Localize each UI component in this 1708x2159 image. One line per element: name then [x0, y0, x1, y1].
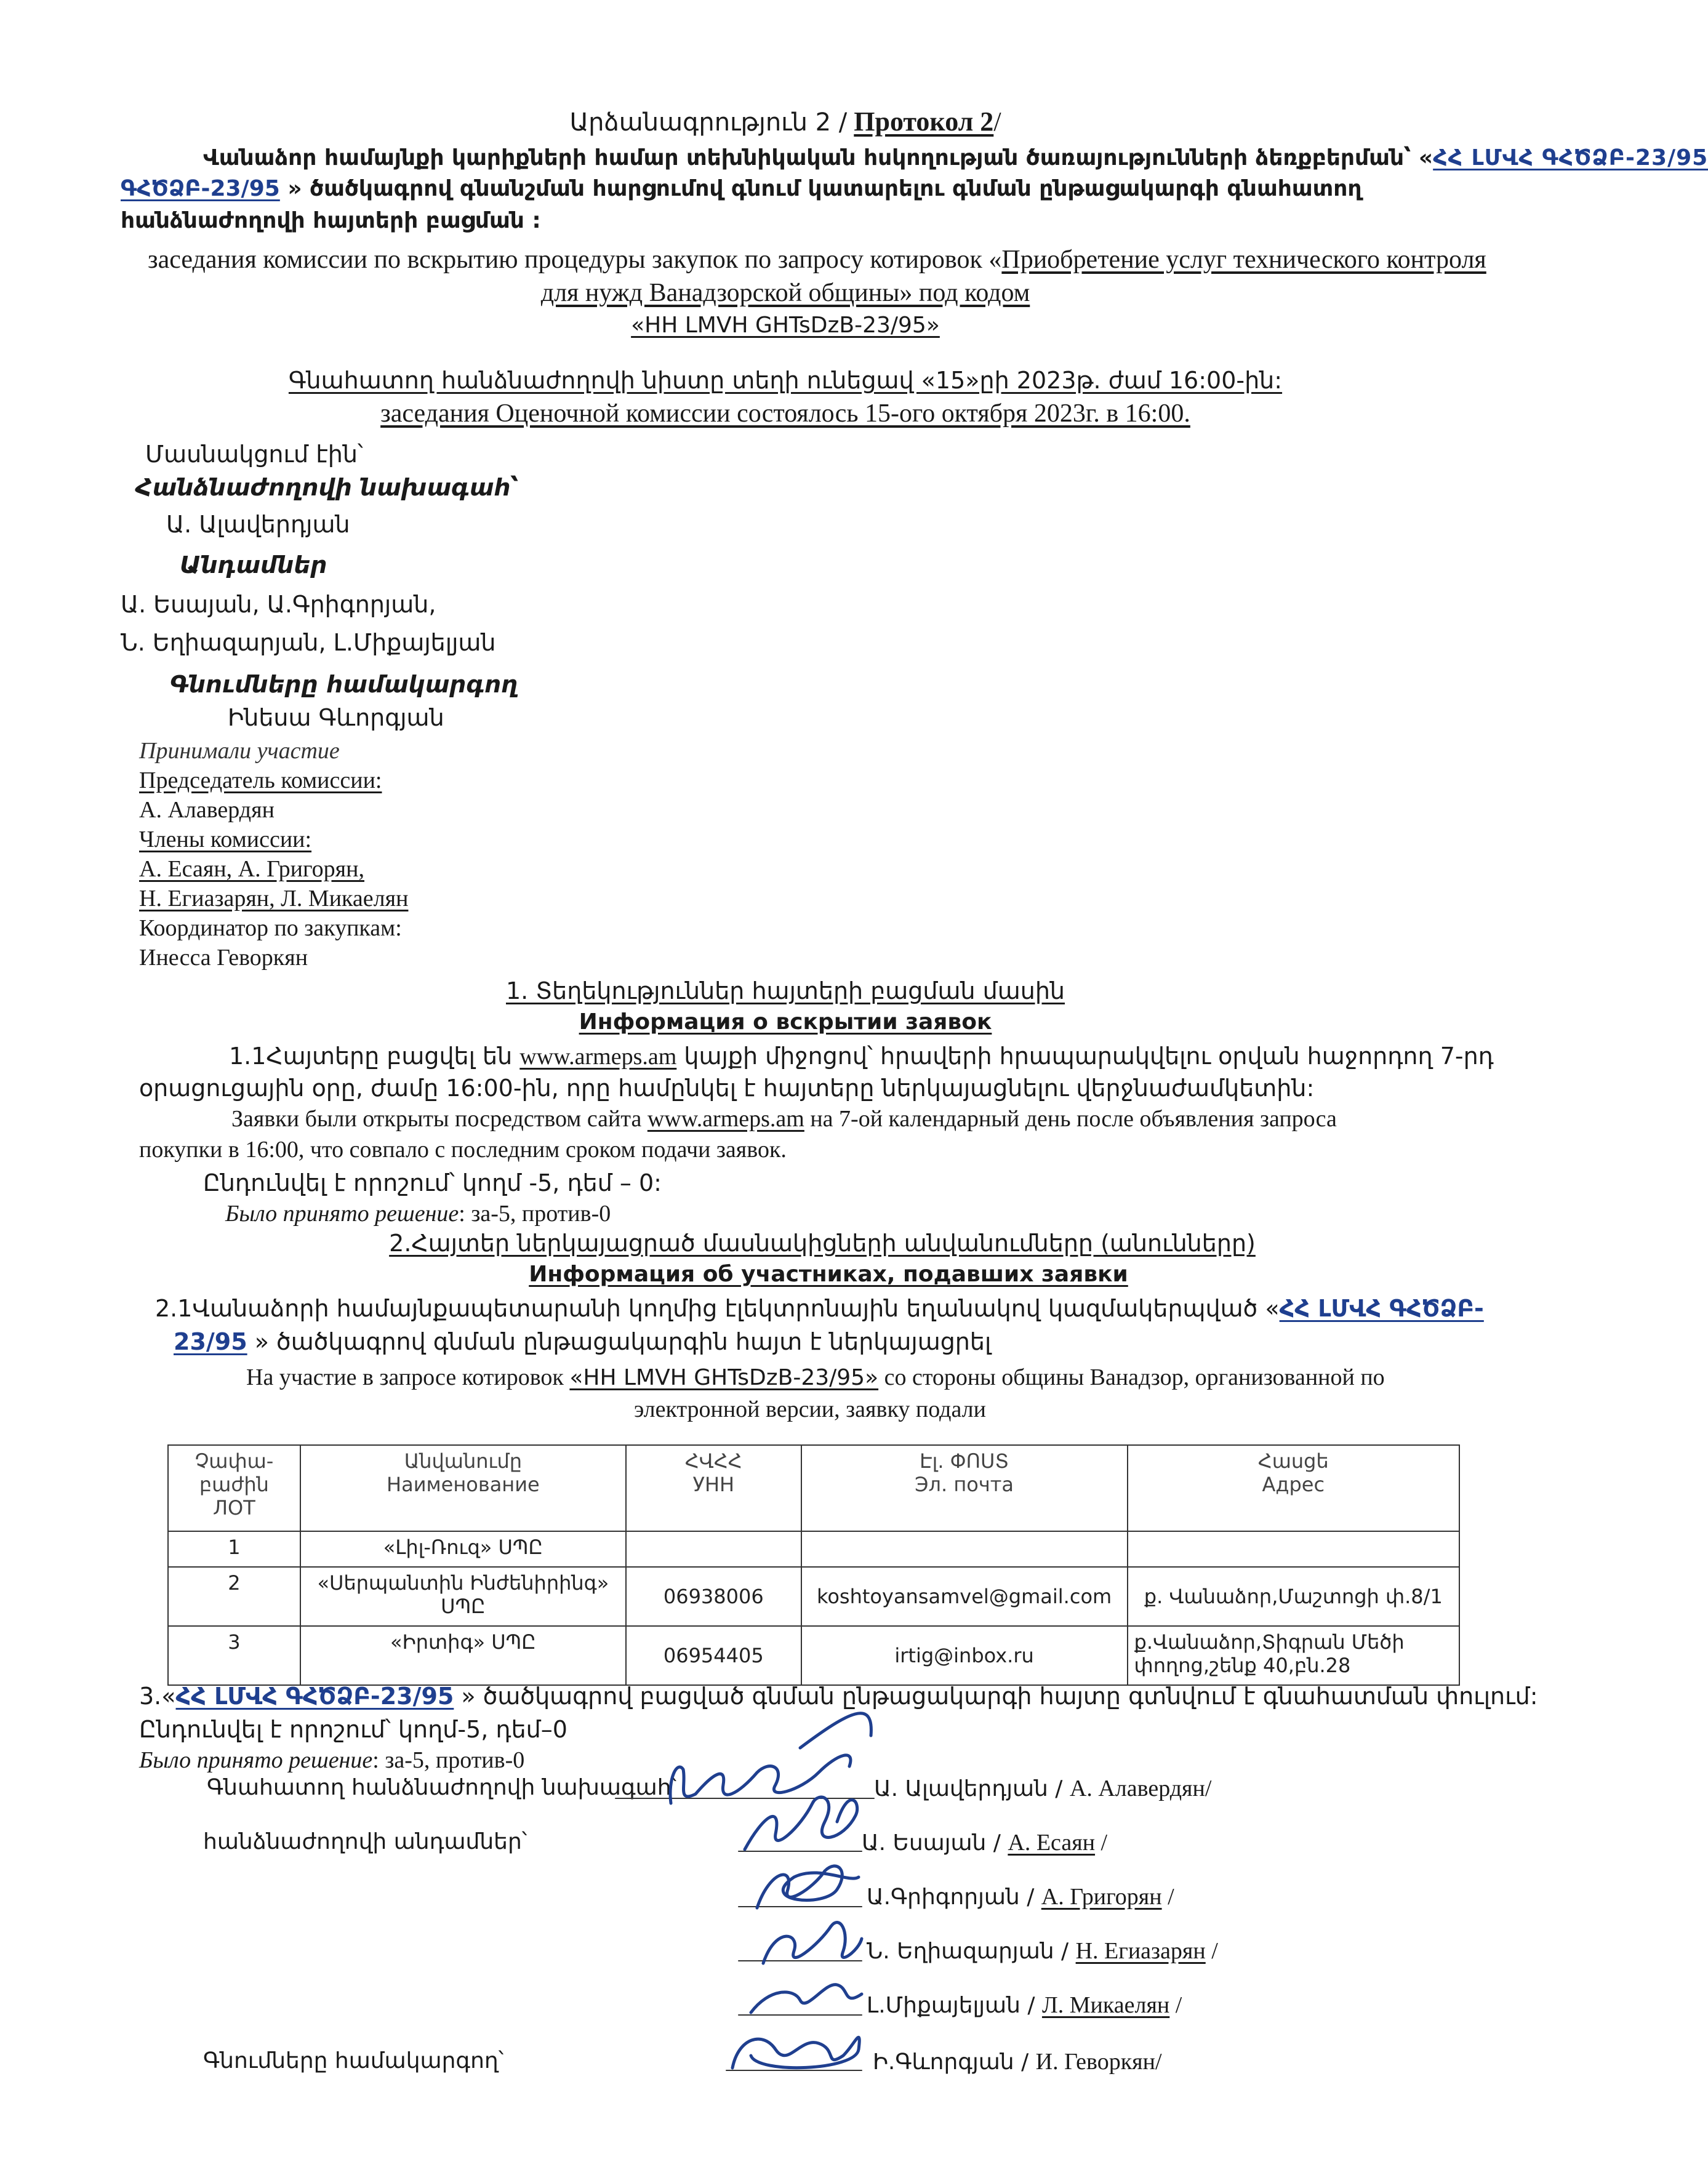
intro-ru-line-1: заседания комиссии по вскрытию процедуры закупок по запросу котировок «Приобретение услуг технического контроля	[148, 246, 1486, 274]
intro-ru-line-2: для нужд Ванадзорской общины» под кодом	[540, 279, 1030, 307]
header-email: Էլ. ՓՈՍՏ Эл. почта	[801, 1445, 1128, 1531]
members-ru-1: А. Есаян, А. Григорян,	[139, 856, 364, 882]
members-am-1: Ա. Եսայան, Ա.Գրիգորյան,	[121, 591, 436, 618]
chair-name-ru: А. Алавердян	[139, 797, 275, 823]
signature-chair	[670, 1713, 871, 1803]
header-address: Հասցե Адрес	[1128, 1445, 1459, 1531]
title-ru: Протокол 2	[854, 106, 994, 137]
participants-heading-am: Մասնակցում էին՝	[145, 441, 363, 468]
coord-label-ru: Координатор по закупкам:	[139, 915, 402, 941]
section2-p-ru-2: электронной версии, заявку подали	[634, 1396, 986, 1422]
section1-title-am: 1. Տեղեկություններ հայտերի բացման մասին	[506, 977, 1065, 1004]
cell-lot: 2	[168, 1567, 300, 1626]
session-ru: заседания Оценочной комиссии состоялось 15-ого октября 2023г. в 16:00.	[380, 399, 1190, 428]
sig-member-4: Լ.Միքայելյան / Л. Микаелян /	[867, 1992, 1182, 2018]
intro-am-line-3: հանձնաժողովի հայտերի բացման :	[121, 208, 541, 233]
participants-heading-ru: Принимали участие	[139, 738, 340, 764]
members-label-am: Անդամներ	[180, 551, 327, 579]
section1-vote-am: Ընդունվել է որոշում՝ կողմ -5, դեմ – 0:	[203, 1169, 662, 1196]
sig-chair-label: Գնահատող հանձնաժողովի նախագահ՝	[207, 1775, 677, 1800]
chair-label-am: Հանձնաժողովի նախագահ՝	[135, 474, 519, 501]
intro-ru-code: «HH LMVH GHTsDzB-23/95»	[631, 313, 940, 338]
intro-am-line-2: ԳՀԾՁԲ-23/95 » ծածկագրով գնանշման հարցումով գնում կատարելու գնման ընթացակարգի գնահատող	[121, 176, 1362, 201]
signature-member-1	[745, 1797, 857, 1849]
header-lot: Չափա- բաժին ЛОТ	[168, 1445, 300, 1531]
session-am: Գնահատող հանձնաժողովի նիստը տեղի ունեցավ «15»ըի 2023թ. ժամ 16:00-ին:	[288, 367, 1283, 394]
title-slash: /	[993, 106, 1001, 137]
cell-tin: 06954405	[626, 1626, 801, 1685]
signature-member-3	[763, 1923, 862, 1963]
coord-label-am: Գնումները համակարգող	[170, 671, 518, 698]
cell-tin: 06938006	[626, 1567, 801, 1626]
chair-label-ru: Председатель комиссии:	[139, 767, 382, 793]
intro-am-line-1: Վանաձոր համայնքի կարիքների համար տեխնիկական հսկողության ծառայությունների ձեռքբերման՝ «ՀՀ ԼՄՎՀ ԳՀԾՁԲ-23/95	[203, 145, 1708, 170]
procedure-code-am-cont: ԳՀԾՁԲ-23/95	[121, 176, 280, 201]
site-link[interactable]: www.armeps.am	[519, 1044, 677, 1070]
section1-p-am-1: 1.1Հայտերը բացվել են www.armeps.am կայքի միջոցով՝ հրավերի հրապարակվելու օրվան հաջորդող 7-րդ	[229, 1043, 1494, 1070]
section3-vote-am: Ընդունվել է որոշում՝ կողմ-5, դեմ–0	[139, 1716, 567, 1743]
header-name: Անվանումը Наименование	[300, 1445, 626, 1531]
signature-member-2	[757, 1866, 859, 1908]
signature-member-4	[751, 1985, 862, 2013]
cell-name: «Իրտիգ» ՍՊԸ	[300, 1626, 626, 1685]
members-ru-2: Н. Егиазарян, Л. Микаелян	[139, 886, 409, 911]
coord-name-am: Ինեսա Գևորգյան	[228, 704, 444, 731]
coord-name-ru: Инесса Геворкян	[139, 945, 308, 971]
section2-p-am-1: 2.1Վանաձորի համայնքապետարանի կողմից էլեկտրոնային եղանակով կազմակերպված «ՀՀ ԼՄՎՀ ԳՀԾՁԲ-	[155, 1295, 1484, 1322]
cell-email[interactable]: koshtoyansamvel@gmail.com	[801, 1567, 1128, 1626]
section1-vote-ru: Было принято решение: за-5, против-0	[225, 1201, 611, 1227]
site-link-ru[interactable]: www.armeps.am	[647, 1106, 804, 1132]
sig-chair-name: Ա. Ալավերդյան / А. Алавердян/	[874, 1776, 1212, 1801]
section2-title-ru: Информация об участниках, подавших заявки	[529, 1262, 1128, 1287]
section1-title-ru: Информация о вскрытии заявок	[579, 1009, 992, 1035]
chair-name-am: Ա. Ալավերդյան	[166, 511, 350, 538]
cell-name: «Սերպանտին Ինժենիրինգ» ՍՊԸ	[300, 1567, 626, 1626]
title-am: Արձանագրություն 2 /	[569, 108, 848, 137]
section3-vote-ru: Было принято решение: за-5, против-0	[139, 1747, 525, 1773]
cell-lot: 1	[168, 1531, 300, 1567]
sig-coord-name: Ի.Գևորգյան / И. Геворкян/	[873, 2049, 1162, 2075]
members-am-2: Ն. Եղիազարյան, Լ.Միքայելյան	[121, 629, 496, 656]
cell-email[interactable]: irtig@inbox.ru	[801, 1626, 1128, 1685]
signature-coordinator	[732, 2037, 859, 2068]
sig-member-3: Ն. Եղիազարյան / Н. Егиазарян /	[867, 1938, 1218, 1964]
members-label-ru: Члены комиссии:	[139, 827, 312, 852]
sig-coord-label: Գնումները համակարգող՝	[203, 2048, 504, 2073]
section1-p-ru-2: покупки в 16:00, что совпало с последним сроком подачи заявок.	[139, 1137, 787, 1163]
sig-member-2: Ա.Գրիգորյան / А. Григорян /	[867, 1884, 1174, 1910]
section2-p-am-2: 23/95 » ծածկագրով գնման ընթացակարգին հայտ է ներկայացրել	[174, 1328, 992, 1355]
cell-name: «Լիլ-Ռուզ» ՍՊԸ	[300, 1531, 626, 1567]
sig-member-1: Ա. Եսայան / А. Есаян /	[862, 1830, 1108, 1856]
header-tin: ՀՎՀՀ УНН	[626, 1445, 801, 1531]
procedure-code-am: ՀՀ ԼՄՎՀ ԳՀԾՁԲ-23/95	[1433, 145, 1708, 170]
section2-title-am: 2.Հայտեր ներկայացրած մասնակիցների անվանումները (անունները)	[389, 1230, 1256, 1257]
section3-p-am: 3.«ՀՀ ԼՄՎՀ ԳՀԾՁԲ-23/95 » ծածկագրով բացված գնման ընթացակարգի հայտը գտնվում է գնահատման փուլում:	[139, 1683, 1538, 1710]
cell-address: ք. Վանաձոր,Մաշտոցի փ.8/1	[1128, 1567, 1459, 1626]
cell-address: ք.Վանաձոր,Տիգրան Մեծի փողոց,շենք 40,բն.28	[1128, 1626, 1459, 1685]
section1-p-am-2: օրացուցային օրը, ժամը 16:00-ին, որը համընկել է հայտերը ներկայացնելու վերջնաժամկետին:	[139, 1075, 1315, 1102]
section1-p-ru-1: Заявки были открыты посредством сайта www.armeps.am на 7-ой календарный день после объявления запроса	[231, 1106, 1337, 1132]
section2-p-ru-1: На участие в запросе котировок «HH LMVH GHTsDzB-23/95» со стороны общины Ванадзор, организованной по	[246, 1364, 1385, 1390]
cell-lot: 3	[168, 1626, 300, 1685]
sig-members-label: հանձնաժողովի անդամներ՝	[203, 1829, 527, 1854]
